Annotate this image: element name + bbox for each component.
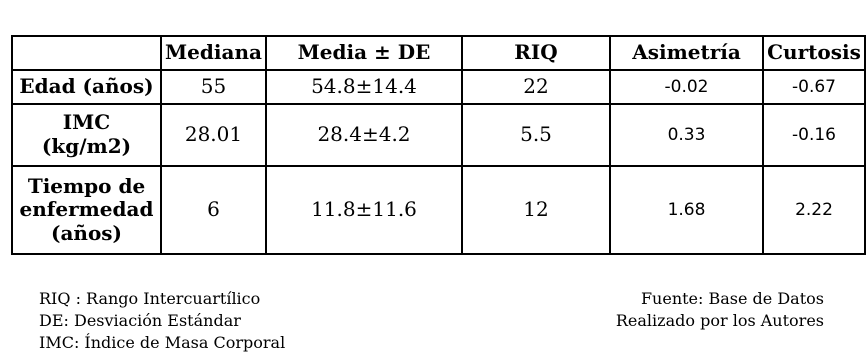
cell-media-de: 11.8±11.6: [266, 166, 462, 254]
note-authors: Realizado por los Autores: [615, 311, 824, 330]
cell-curtosis: -0.67: [763, 70, 865, 104]
cell-riq: 22: [462, 70, 610, 104]
row-label-line: Tiempo de: [27, 173, 146, 198]
row-label-imc: [12, 104, 161, 166]
cell-asimetria: 0.33: [610, 104, 763, 166]
cell-riq: 5.5: [462, 104, 610, 166]
note-de: DE: Desviación Estándar: [39, 311, 241, 330]
statistics-table: [11, 35, 866, 255]
row-label-line: Edad (años): [19, 74, 154, 99]
row-label-line: (kg/m2): [41, 134, 132, 158]
cell-mediana: 55: [161, 70, 266, 104]
table-row-imc: [12, 104, 865, 166]
abbreviations-notes: [39, 288, 285, 354]
cell-curtosis: 2.22: [763, 166, 865, 254]
header-mediana: Mediana: [161, 36, 266, 70]
cell-asimetria: -0.02: [610, 70, 763, 104]
table-row-edad: [12, 70, 865, 104]
cell-curtosis: -0.16: [763, 104, 865, 166]
header-curtosis: Curtosis: [763, 36, 865, 70]
source-notes: [616, 288, 824, 332]
header-row: [12, 36, 865, 70]
row-label-line: (años): [50, 220, 123, 245]
row-label-line: IMC: [62, 110, 111, 135]
cell-media-de: 28.4±4.2: [266, 104, 462, 166]
note-source: Fuente: Base de Datos: [640, 289, 824, 308]
note-riq: RIQ : Rango Intercuartílico: [39, 289, 261, 308]
table-row-tiempo: [12, 166, 865, 254]
header-riq: RIQ: [462, 36, 610, 70]
row-label-edad: [12, 70, 161, 104]
row-label-line: enfermedad: [19, 197, 154, 222]
cell-mediana: 6: [161, 166, 266, 254]
cell-mediana: 28.01: [161, 104, 266, 166]
header-empty-cell: [12, 36, 161, 70]
cell-media-de: 54.8±14.4: [266, 70, 462, 104]
note-imc: IMC: Índice de Masa Corporal: [39, 333, 286, 352]
header-asimetria: Asimetría: [610, 36, 763, 70]
cell-riq: 12: [462, 166, 610, 254]
header-media-de: Media ± DE: [266, 36, 462, 70]
row-label-tiempo: [12, 166, 161, 254]
cell-asimetria: 1.68: [610, 166, 763, 254]
